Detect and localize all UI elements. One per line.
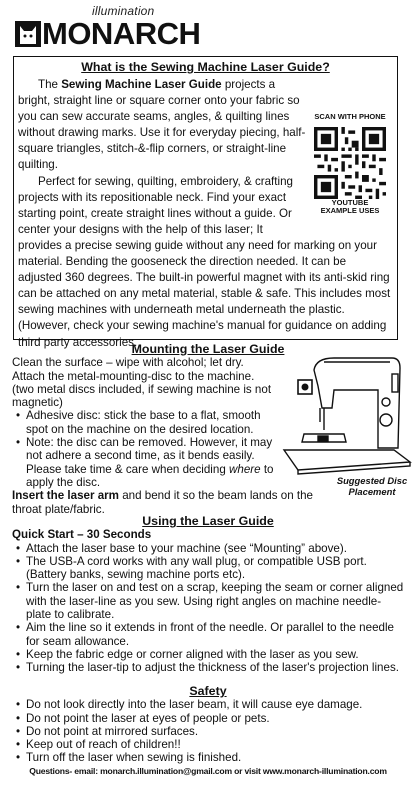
sewing-machine-illustration — [274, 350, 414, 475]
cat-logo-icon — [14, 20, 42, 48]
safety-title: Safety — [189, 684, 227, 698]
brand-name: MONARCH — [42, 16, 201, 51]
mounting-note-discs: (two metal discs included, if sewing machine is not magnetic) — [12, 382, 272, 410]
intro-paragraph-1: The Sewing Machine Laser Guide projects a bright, straight line or square corner onto your fabric so you can sew accurate seams, angles, & quilting lines without drawing marks. Use it for everyday piecing, half-square triangles, stitch-&-flip corners, or straight-line quilting. — [18, 78, 306, 172]
list-item: • Aim the line so it extends in front of the needle. Or parallel to the needle for seam allowance. — [12, 621, 404, 648]
quick-start-heading: Quick Start – 30 Seconds — [12, 528, 152, 542]
list-item: • Do not point the laser at eyes of people or pets. — [12, 712, 404, 725]
list-item: • Keep the fabric edge or corner aligned with the laser as you sew. — [12, 648, 404, 661]
mounting-step-attach: Attach the metal-mounting-disc to the machine. — [12, 369, 255, 383]
list-item: • Attach the laser base to your machine (see “Mounting” above). — [12, 542, 404, 555]
suggested-disc-marker — [298, 380, 312, 394]
brand-small-text: illumination — [92, 4, 155, 18]
using-section — [12, 515, 404, 675]
mounting-step-insert: Insert the laser arm and bend it so the beam lands on the throat plate/fabric. — [12, 489, 313, 516]
list-item: • Turn the laser on and test on a scrap, keeping the seam or corner aligned with the laser-line as you sew. Using right angles on machine needle-plate to calibrate. — [12, 581, 404, 621]
intro-title: What is the Sewing Machine Laser Guide? — [81, 60, 330, 74]
brand-logo — [14, 4, 201, 51]
list-item: • Turn off the laser when sewing is finished. — [12, 751, 404, 764]
list-item: • The USB-A cord works with any wall plug, or compatible USB port. (Battery banks, sewing machine ports etc). — [12, 555, 404, 582]
list-item: • Adhesive disc: stick the base to a flat, smooth spot on the machine on the desired location. — [12, 409, 274, 436]
safety-section — [12, 685, 404, 765]
qr-bottom-label-2: EXAMPLE USES — [320, 206, 380, 216]
qr-bottom-label-1: YOUTUBE — [331, 198, 369, 208]
qr-code-icon[interactable] — [314, 127, 386, 199]
intro-paragraph-2: Perfect for sewing, quilting, embroidery, & crafting projects with its repositionable neck. Find your exact starting point, create straight lines without a guide. Or center your designs with the help of this laser; It provides a precise sewing guide without any need for marking on your material. Bending the gooseneck the direction needed. It can be adjusted 360 degrees. The built-in powerful magnet with its anti-skid ring can be attached on any metal material, stable & safe. This includes most sewing machines with underneath metal underneath the plastic. (However, check your sewing machine's manual for guidance on adding third party accessories. — [18, 174, 391, 349]
list-item: • Do not point at mirrored surfaces. — [12, 725, 404, 738]
list-item: • Do not look directly into the laser beam, it will cause eye damage. — [12, 698, 404, 711]
mounting-step-clean: Clean the surface – wipe with alcohol; let dry. — [12, 356, 244, 370]
disc-placement-caption: Suggested Disc Placement — [336, 475, 408, 497]
mounting-title: Mounting the Laser Guide — [131, 342, 285, 356]
using-title: Using the Laser Guide — [142, 514, 274, 528]
list-item: • Turning the laser-tip to adjust the thickness of the laser's projection lines. — [12, 661, 404, 674]
qr-top-label: SCAN WITH PHONE — [314, 112, 386, 121]
intro-text — [18, 77, 393, 351]
list-item: • Keep out of reach of children!! — [12, 738, 404, 751]
list-item: • Note: the disc can be removed. However, it may not adhere a second time, as it bends easily. Please take time & care when deciding where to apply the disc. — [12, 436, 274, 489]
qr-block — [307, 77, 393, 227]
contact-footer: Questions- email: monarch.illumination@gmail.com or visit www.monarch-illumination.com — [29, 766, 387, 776]
